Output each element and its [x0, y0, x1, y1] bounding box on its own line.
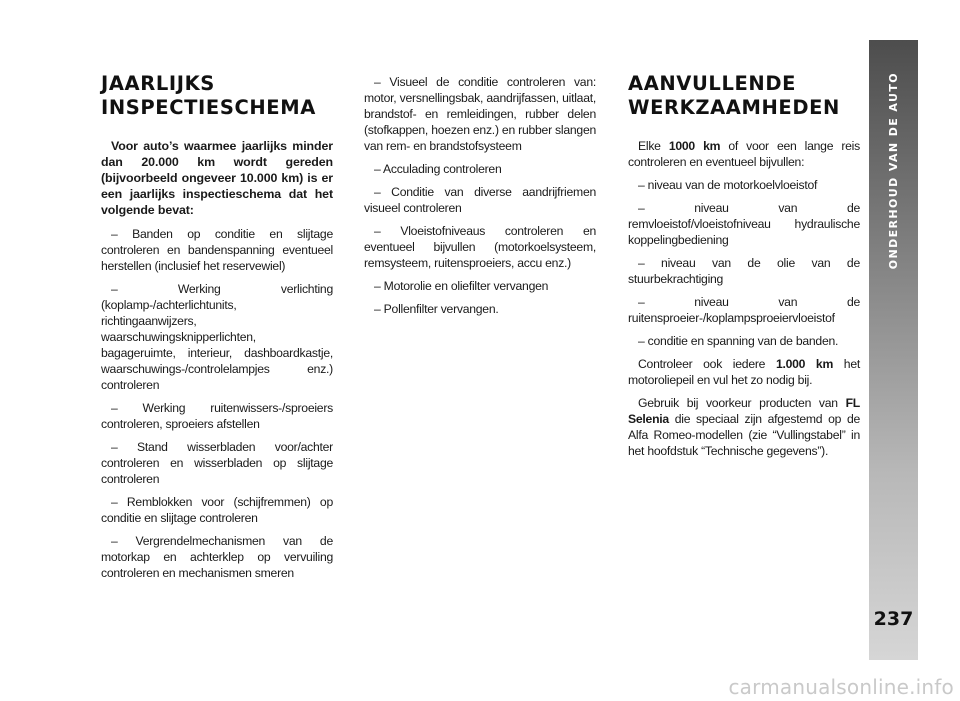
list-item: – Werking ruitenwissers-/sproeiers controleren, sproeiers afstellen: [101, 401, 333, 431]
list-item: – Motorolie en oliefilter vervangen: [374, 279, 549, 293]
list-item: – Conditie van diverse aandrijfriemen visueel controleren: [364, 185, 596, 215]
products-paragraph: Gebruik bij voorkeur producten van FL Selenia die speciaal zijn afgestemd op de Alfa Romeo-modellen (zie “Vullingstabel” in het hoofdstuk “Technische gegevens”).: [628, 396, 860, 458]
list-item: – conditie en spanning van de banden.: [638, 334, 839, 348]
list-item: – Remblokken voor (schijfremmen) op conditie en slijtage controleren: [101, 495, 333, 525]
page-number: 237: [873, 608, 914, 630]
list-item: – Stand wisserbladen voor/achter controleren en wisserbladen op slijtage controleren: [101, 440, 333, 486]
chapter-label: [869, 72, 918, 282]
oil-check-paragraph: Controleer ook iedere 1.000 km het motoroliepeil en vul het zo nodig bij.: [628, 357, 861, 387]
column-annual-inspection: [101, 72, 333, 588]
list-item: – Acculading controleren: [374, 162, 502, 176]
column-inspection-continued: [364, 74, 596, 324]
list-item: – Vloeistofniveaus controleren en eventueel bijvullen (motorkoelsysteem, remsysteem, ruitensproeiers, accu enz.): [364, 224, 596, 270]
section-heading-additional-work: AANVULLENDE WERKZAAMHEDEN: [628, 72, 840, 119]
list-item: – Visueel de conditie controleren van: motor, versnellingsbak, aandrijfassen, uitlaat, brandstof- en remleidingen, rubber delen (stofkappen, hoezen enz.) en rubber slangen van rem- en brandstofsysteem: [364, 75, 596, 153]
watermark: carmanualsonline.info: [728, 675, 954, 699]
list-item: – Vergrendelmechanismen van de motorkap en achterklep op vervuiling controleren en mechanismen smeren: [101, 534, 333, 580]
section-heading-annual-inspection: JAARLIJKS INSPECTIESCHEMA: [101, 72, 316, 119]
list-item: – niveau van de olie van de stuurbekrachtiging: [628, 256, 860, 286]
list-item: – niveau van de motorkoelvloeistof: [638, 178, 818, 192]
annual-inspection-intro: Voor auto’s waarmee jaarlijks minder dan 20.000 km wordt gereden (bijvoorbeeld ongeveer 10.000 km) is er een jaarlijks inspectieschema dat het volgende bevat:: [101, 139, 333, 217]
list-item: – Banden op conditie en slijtage controleren en bandenspanning eventueel herstellen (inclusief het reservewiel): [101, 227, 333, 273]
chapter-title: ONDERHOUD VAN DE AUTO: [887, 72, 900, 270]
list-item: – niveau van de ruitensproeier-/koplampsproeiervloeistof: [628, 295, 860, 325]
additional-work-intro: Elke 1000 km of voor een lange reis controleren en eventueel bijvullen:: [628, 139, 860, 169]
list-item: – Pollenfilter vervangen.: [374, 302, 499, 316]
list-item: – niveau van de remvloeistof/vloeistofniveau hydraulische koppelingbediening: [628, 201, 860, 247]
list-item: – Werking verlichting (koplamp-/achterlichtunits, richtingaanwijzers, waarschuwingsknipperlichten, bagageruimte, interieur, dashboardkastje, waarschuwings-/controlelampjes enz.) controleren: [101, 282, 333, 392]
column-additional-work: [628, 72, 860, 466]
